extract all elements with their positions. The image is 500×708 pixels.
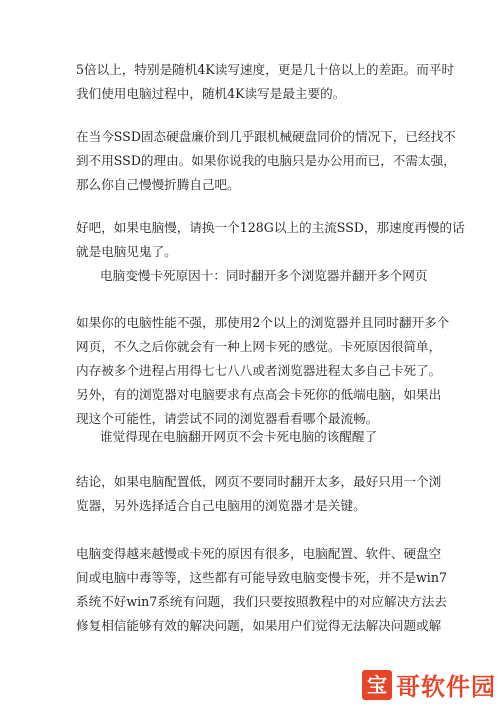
text-line: 结论，如果电脑配置低，网页不要同时翻开太多，最好只用一个浏 bbox=[76, 474, 442, 489]
paragraph-ssd-speed bbox=[76, 58, 455, 106]
text-line: 内存被多个进程占用得七七八八或者浏览器进程太多自己卡死了。 bbox=[76, 363, 442, 378]
text-line: 好吧，如果电脑慢，请换一个128G以上的主流SSD，那速度再慢的话 bbox=[76, 220, 465, 235]
site-watermark bbox=[362, 667, 496, 702]
text-line: 5倍以上，特别是随机4K读写速度，更是几十倍以上的差距。而平时 bbox=[76, 62, 455, 77]
text-line: 如果你的电脑性能不强，那使用2个以上的浏览器并且同时翻开多个 bbox=[76, 315, 450, 330]
text-line: 网页，不久之后你就会有一种上网卡死的感觉。卡死原因很简单， bbox=[76, 339, 442, 354]
text-line: 间或电脑中毒等等，这些都有可能导致电脑变慢卡死，并不是win7 bbox=[76, 570, 447, 585]
paragraph-conclusion bbox=[76, 470, 442, 518]
paragraph-ssd-advice bbox=[76, 216, 465, 264]
text-line: 我们使用电脑过程中，随机4K读写是最主要的。 bbox=[76, 86, 346, 101]
text-line: 就是电脑见鬼了。 bbox=[76, 244, 177, 259]
text-line: 那么你自己慢慢折腾自己吧。 bbox=[76, 177, 240, 192]
text-line: 现这个可能性，请尝试不同的浏览器看看哪个最流畅。 bbox=[76, 411, 379, 426]
text-line: 览器，另外选择适合自己电脑用的浏览器才是关键。 bbox=[76, 498, 366, 513]
paragraph-ssd-cheap bbox=[76, 125, 456, 197]
text-line: 系统不好win7系统有问题，我们只要按照教程中的对应解决方法去 bbox=[76, 594, 447, 609]
paragraph-browsers bbox=[76, 311, 450, 431]
watermark-text: 哥软件园 bbox=[396, 673, 496, 701]
caption-wake-up: 谁觉得现在电脑翻开网页不会卡死电脑的该醒醒了 bbox=[100, 429, 378, 444]
watermark-logo-icon: 宝 bbox=[362, 670, 392, 700]
section-heading-reason-ten: 电脑变慢卡死原因十：同时翻开多个浏览器并翻开多个网页 bbox=[100, 268, 428, 283]
text-line: 修复相信能够有效的解决问题，如果用户们觉得无法解决问题或解 bbox=[76, 618, 442, 633]
text-line: 在当今SSD固态硬盘廉价到几乎跟机械硬盘同价的情况下，已经找不 bbox=[76, 129, 456, 144]
paragraph-summary bbox=[76, 542, 447, 638]
text-line: 到不用SSD的理由。如果你说我的电脑只是办公用而已，不需太强， bbox=[76, 153, 456, 168]
text-line: 另外，有的浏览器对电脑要求有点高会卡死你的低端电脑，如果出 bbox=[76, 387, 442, 402]
text-line: 电脑变得越来越慢或卡死的原因有很多，电脑配置、软件、硬盘空 bbox=[76, 546, 442, 561]
